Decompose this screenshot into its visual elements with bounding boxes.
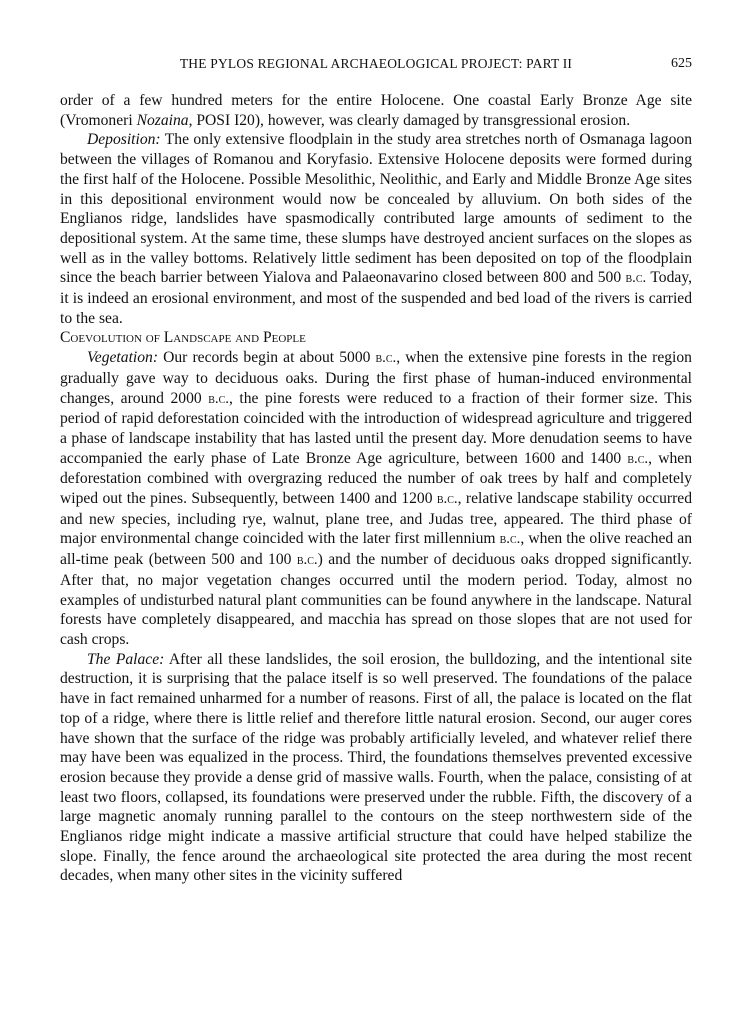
vegetation-text-3: , the pine forests were reduced to a fraction of their former size. This period of rapid deforestation coincided with the introduction of widespread agriculture and triggered a phase of landscape instability that has lasted until the present day. More denudation seems to have accompanied the early phase of Late Bronze Age agriculture, between 1600 and 1400 (60, 389, 693, 467)
bc-abbreviation: b.c. (627, 450, 649, 467)
vegetation-runin-heading: Vegetation: (87, 349, 159, 367)
bc-abbreviation: b.c. (499, 531, 521, 548)
palace-runin-heading: The Palace: (87, 650, 165, 668)
body-text (60, 91, 692, 886)
vegetation-text-5: , relative landscape stability occurred and new species, including rye, walnut, plane tree, and Judas tree, appeared. The third phase of major environmental change coincided with the later first millennium (60, 490, 692, 548)
bc-abbreviation: b.c. (625, 270, 647, 287)
paragraph-palace (60, 650, 692, 886)
deposition-runin-heading: Deposition: (87, 131, 161, 149)
section-heading: Coevolution of Landscape and People (60, 329, 306, 347)
bc-abbreviation: b.c. (296, 552, 318, 569)
bc-abbreviation: b.c. (436, 491, 458, 508)
paragraph-1-text-b: , POSI I20), however, was clearly damaged by transgressional erosion. (188, 111, 631, 129)
vegetation-text-2: , when the extensive pine forests in the region gradually gave way to deciduous oaks. During the first phase of human-induced environmental changes, around 2000 (60, 349, 692, 407)
site-name-italic: Nozaina (136, 111, 189, 129)
bc-abbreviation: b.c. (375, 350, 397, 367)
paragraph-deposition (60, 130, 692, 328)
bc-abbreviation: b.c. (208, 390, 229, 407)
vegetation-text-7: ) and the number of deciduous oaks dropped significantly. After that, no major vegetation changes occurred until the modern period. Today, almost no examples of undisturbed natural plant communities can be found anywhere in the landscape. Natural forests have completely disappeared, and macchia has spread on those slopes that are not used for cash crops. (60, 551, 693, 648)
vegetation-text-1: Our records begin at about 5000 (158, 349, 376, 367)
deposition-text-a: The only extensive floodplain in the study area stretches north of Osmanaga lagoon between the villages of Romanou and Koryfasio. Extensive Holocene deposits were formed during the first half of the Holocene. Possible Mesolithic, Neolithic, and Early and Middle Bronze Age sites in this depositional environment would now be concealed by alluvium. On both sides of the Englianos ridge, landslides have spasmodically contributed large amounts of sediment to the depositional system. At the same time, these slumps have destroyed ancient surfaces on the slopes as well as in the valley bottoms. Relatively little sediment has been deposited on top of the floodplain since the beach barrier between Yialova and Palaeonavarino closed between 800 and 500 (60, 131, 692, 287)
paragraph-vegetation (60, 348, 692, 650)
page-header (60, 56, 692, 76)
running-head: THE PYLOS REGIONAL ARCHAEOLOGICAL PROJECT: PART II (179, 56, 573, 71)
paragraph-1-text-a: order of a few hundred meters for the entire Holocene. One coastal Early Bronze Age site (Vromoneri (60, 92, 692, 129)
vegetation-text-4: , when deforestation combined with overgrazing reduced the number of oak trees by half and completely wiped out the pines. Subsequently, between 1400 and 1200 (60, 449, 692, 508)
page-number: 625 (671, 56, 692, 71)
vegetation-text-6: , when the olive reached an all-time peak (between 500 and 100 (60, 530, 692, 569)
paragraph-continuation (60, 91, 692, 130)
deposition-text-b: Today, it is indeed an erosional environment, and most of the suspended and bed load of the rivers is carried to the sea. (60, 269, 692, 327)
palace-text: After all these landslides, the soil erosion, the bulldozing, and the intentional site destruction, it is surprising that the palace itself is so well preserved. The foundations of the palace have in fact remained unharmed for a number of reasons. First of all, the palace is located on the flat top of a ridge, where there is little relief and therefore little natural erosion. Second, our auger cores have shown that the surface of the ridge was probably artificially leveled, and whatever relief there may have been was equalized in the process. Third, the foundations themselves prevented excessive erosion because they provide a dense grid of massive walls. Fourth, when the palace, consisting of at least two floors, collapsed, its foundations were preserved under the rubble. Fifth, the discovery of a large magnetic anomaly running parallel to the contours on the steep northwestern side of the Englianos ridge might indicate a massive artificial structure that could have helped stabilize the slope. Finally, the fence around the archaeological site protected the area during the most recent decades, when many other sites in the vicinity suffered (60, 650, 692, 885)
